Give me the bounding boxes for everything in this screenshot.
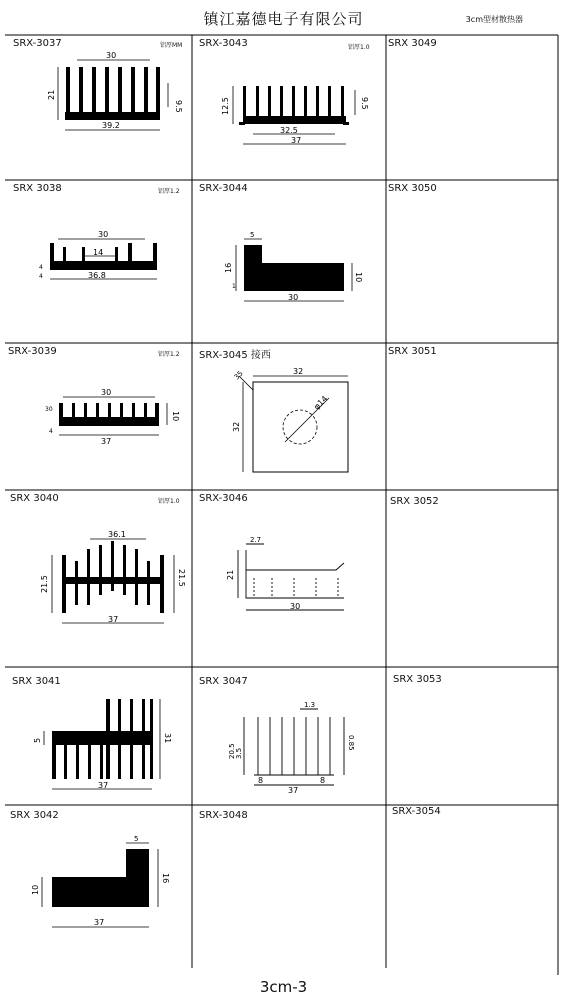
dim-lip: 2.7 (250, 536, 262, 544)
profile-srx-3042 (28, 835, 178, 945)
label-srx-3044: SRX-3044 (199, 183, 248, 194)
dim-width-top: 30 (101, 388, 112, 397)
dim-base: 5 (33, 737, 42, 743)
profile-srx-3043 (215, 70, 380, 155)
dim-step: 5 (134, 835, 139, 843)
dim-slot: 14 (93, 248, 104, 257)
profile-srx-3041 (30, 695, 180, 795)
label-srx-3054: SRX-3054 (392, 806, 441, 817)
label-srx-3051: SRX 3051 (388, 346, 437, 357)
label-srx-3045: SRX-3045 接西 (199, 350, 271, 361)
dim-width: 37 (291, 136, 302, 145)
label-srx-3050: SRX 3050 (388, 183, 437, 194)
company-title: 镇江嘉德电子有限公司 (203, 10, 364, 28)
dim-step: 5 (250, 231, 255, 239)
dim-height: 21 (226, 569, 235, 580)
profile-srx-3044 (220, 225, 370, 310)
dim-height: 16 (161, 873, 170, 884)
note-srx-3043: 铝厚1.0 (348, 44, 370, 51)
note-srx-3038: 铝厚1.2 (158, 188, 180, 195)
dim-height-right: 21.5 (177, 569, 186, 587)
dim-width: 37 (98, 781, 109, 790)
dim-left: 8 (258, 776, 264, 785)
dim-width: 37 (101, 437, 112, 445)
note-srx-3040: 铝厚1.0 (158, 498, 180, 505)
series-caption: 3cm型材散热器 (465, 15, 523, 24)
dim-base-a: 4 (39, 264, 43, 271)
label-srx-3052: SRX 3052 (390, 496, 439, 507)
dim-width: 36.8 (88, 271, 106, 280)
note-srx-3039: 铝厚1.2 (158, 351, 180, 358)
dim-width: 37 (108, 615, 119, 624)
label-srx-3046: SRX-3046 (199, 493, 248, 504)
dim-inner-width: 32.5 (280, 126, 298, 135)
dim-fin-height: 9.5 (174, 100, 183, 113)
dim-base-height: 10 (31, 884, 40, 895)
dim-width: 30 (288, 293, 299, 302)
dim-base-b: 4 (39, 273, 43, 280)
label-srx-3039: SRX-3039 (8, 346, 57, 357)
label-srx-3040: SRX 3040 (10, 493, 59, 504)
dim-width-top: 30 (98, 230, 109, 239)
dim-thickness: 0.85 (347, 735, 355, 751)
note-srx-3037: 铝厚MM (160, 42, 183, 49)
dim-height: 16 (224, 262, 233, 273)
dim-height: 31 (163, 733, 172, 744)
dim-base: 4 (49, 428, 53, 435)
dim-corner: 35 (232, 369, 245, 382)
dim-width: 37 (288, 786, 299, 795)
dim-width-base: 39.2 (102, 121, 120, 130)
dim-width-top: 30 (106, 51, 117, 60)
dim-height: 21 (47, 89, 56, 100)
page-number: 3cm-3 (259, 978, 308, 996)
dim-hole: φ14 (312, 394, 330, 412)
profile-srx-3046 (222, 530, 372, 630)
label-srx-3037: SRX-3037 (13, 38, 62, 49)
dim-height: 32 (232, 421, 241, 432)
dim-height-left: 21.5 (40, 575, 49, 593)
label-srx-3049: SRX 3049 (388, 38, 437, 49)
profile-srx-3040 (28, 525, 188, 630)
dim-fin-spacing: 1.3 (304, 701, 316, 709)
label-srx-3047: SRX 3047 (199, 676, 248, 687)
dim-width: 30 (290, 602, 301, 611)
dim-width: 32 (293, 367, 304, 376)
label-srx-3041: SRX 3041 (12, 676, 61, 687)
dim-left: 30 (45, 406, 53, 413)
profile-srx-3038 (30, 225, 180, 295)
profile-srx-3037 (40, 45, 190, 145)
dim-base-height: 10 (354, 272, 363, 283)
dim-right: 8 (320, 776, 326, 785)
label-srx-3043: SRX-3043 (199, 38, 248, 49)
dim-height: 20.5 (228, 743, 236, 759)
profile-srx-3039 (35, 385, 185, 445)
label-srx-3042: SRX 3042 (10, 810, 59, 821)
label-srx-3053: SRX 3053 (393, 674, 442, 685)
profile-srx-3045 (225, 360, 365, 485)
profile-srx-3047 (218, 695, 368, 797)
label-srx-3048: SRX-3048 (199, 810, 248, 821)
dim-height: 10 (171, 411, 180, 422)
dim-top: 36.1 (108, 530, 126, 539)
dim-width: 37 (94, 918, 105, 927)
label-srx-3038: SRX 3038 (13, 183, 62, 194)
dim-fin-height: 9.5 (360, 97, 369, 110)
dim-thickness: 1 (232, 283, 236, 290)
dim-height: 12.5 (221, 97, 230, 115)
dim-sub-height: 3.5 (235, 747, 243, 759)
